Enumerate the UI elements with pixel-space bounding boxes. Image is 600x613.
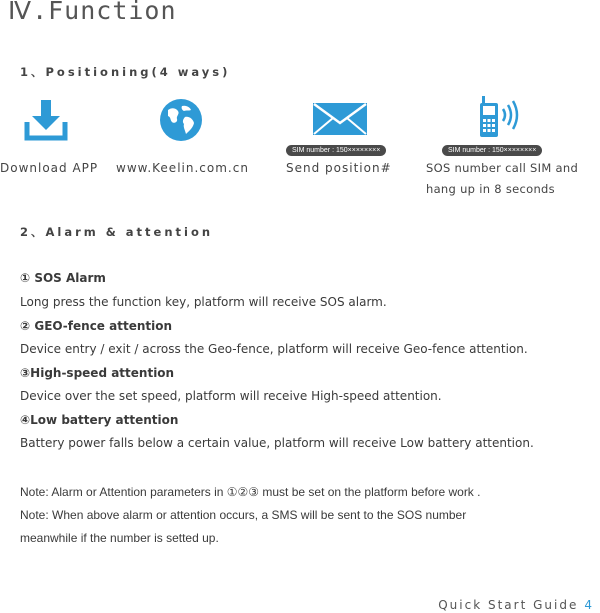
- alarm-heading: 2、Alarm & attention: [20, 225, 214, 239]
- alarm-item-body: Battery power falls below a certain value, platform will receive Low battery attention.: [20, 436, 534, 450]
- alarm-item-title: ① SOS Alarm: [20, 271, 106, 285]
- positioning-heading: 1、Positioning(4 ways): [20, 65, 231, 79]
- page-number: 4: [584, 598, 592, 612]
- alarm-item-body: Long press the function key, platform will receive SOS alarm.: [20, 295, 387, 309]
- sim-number-pill: SIM number : 150××××××××: [442, 145, 542, 156]
- footer: [438, 598, 592, 612]
- footer-label: Quick Start Guide: [438, 598, 579, 612]
- alarm-item-body: Device over the set speed, platform will receive High-speed attention.: [20, 389, 442, 403]
- alarm-item-title: ② GEO-fence attention: [20, 319, 173, 333]
- note-line: Note: When above alarm or attention occurs, a SMS will be sent to the SOS number: [20, 508, 467, 522]
- note-line: Note: Alarm or Attention parameters in ①②③ must be set on the platform before work .: [20, 485, 481, 499]
- sos-call-caption: [426, 158, 578, 200]
- sos-call-caption-line: hang up in 8 seconds: [426, 182, 555, 196]
- phone-signal-icon: [479, 96, 525, 138]
- alarm-item-title: ④Low battery attention: [20, 413, 179, 427]
- download-app-caption: Download APP: [0, 161, 99, 175]
- sos-call-caption-line: SOS number call SIM and: [426, 161, 579, 175]
- envelope-icon: [313, 103, 367, 135]
- sim-number-pill: SIM number : 150××××××××: [286, 145, 386, 156]
- globe-icon: [159, 98, 203, 142]
- alarm-item-body: Device entry / exit / across the Geo-fence, platform will receive Geo-fence attention.: [20, 342, 528, 356]
- download-icon: [24, 98, 68, 142]
- website-caption: www.Keelin.com.cn: [116, 161, 249, 175]
- alarm-item-title: ③High-speed attention: [20, 366, 175, 380]
- note-line: meanwhile if the number is setted up.: [20, 531, 219, 545]
- page-title: Ⅳ.Function: [8, 0, 177, 25]
- send-position-caption: Send position#: [286, 161, 392, 175]
